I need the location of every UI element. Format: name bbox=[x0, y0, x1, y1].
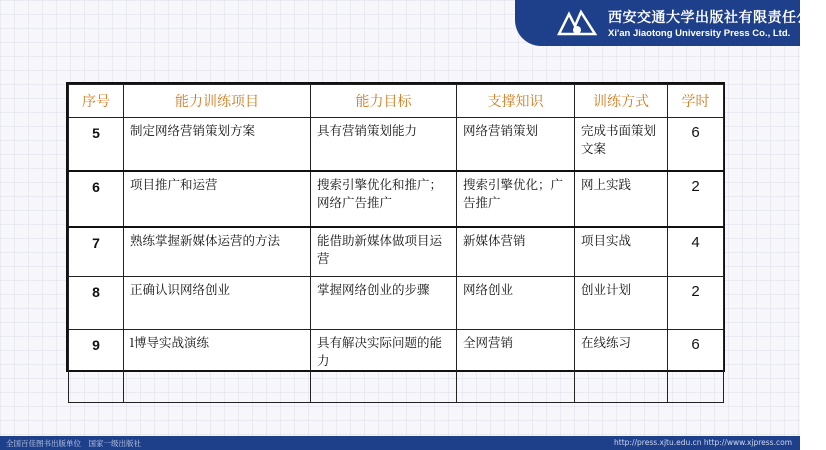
cell-no: 8 bbox=[69, 277, 124, 330]
cell-project: 正确认识网络创业 bbox=[124, 277, 311, 330]
header-hours: 学时 bbox=[668, 85, 724, 118]
header-knowledge: 支撑知识 bbox=[457, 85, 575, 118]
publisher-name-en: Xi'an Jiaotong University Press Co., Ltd. bbox=[608, 28, 791, 39]
cell-method: 在线练习 bbox=[575, 330, 668, 403]
table-row bbox=[69, 227, 724, 277]
table-header-row bbox=[69, 85, 724, 118]
table-row bbox=[69, 118, 724, 172]
table-row bbox=[69, 330, 724, 403]
cell-goal: 搜索引擎优化和推广；网络广告推广 bbox=[311, 171, 457, 227]
footer-bar bbox=[0, 436, 800, 450]
header-method: 训练方式 bbox=[575, 85, 668, 118]
training-table bbox=[66, 82, 725, 372]
cell-project: 项目推广和运营 bbox=[124, 171, 311, 227]
cell-hours: 2 bbox=[668, 277, 724, 330]
cell-knowledge: 网络创业 bbox=[457, 277, 575, 330]
cell-knowledge: 全网营销 bbox=[457, 330, 575, 403]
cell-goal: 掌握网络创业的步骤 bbox=[311, 277, 457, 330]
table-row bbox=[69, 171, 724, 227]
publisher-logo-icon bbox=[555, 8, 599, 38]
header-no: 序号 bbox=[69, 85, 124, 118]
cell-method: 创业计划 bbox=[575, 277, 668, 330]
cell-project: l博导实战演练 bbox=[124, 330, 311, 403]
cell-goal: 能借助新媒体做项目运营 bbox=[311, 227, 457, 277]
cell-project: 熟练掌握新媒体运营的方法 bbox=[124, 227, 311, 277]
header-goal: 能力目标 bbox=[311, 85, 457, 118]
cell-knowledge: 搜索引擎优化；广告推广 bbox=[457, 171, 575, 227]
cell-goal: 具有营销策划能力 bbox=[311, 118, 457, 172]
cell-method: 完成书面策划文案 bbox=[575, 118, 668, 172]
cell-no: 9 bbox=[69, 330, 124, 403]
cell-hours: 6 bbox=[668, 330, 724, 403]
publisher-name-cn: 西安交通大学出版社有限责任公司 bbox=[608, 10, 826, 26]
table-row bbox=[69, 277, 724, 330]
cell-knowledge: 网络营销策划 bbox=[457, 118, 575, 172]
cell-method: 项目实战 bbox=[575, 227, 668, 277]
cell-no: 5 bbox=[69, 118, 124, 172]
footer-links: http://press.xjtu.edu.cn http://www.xjpress.com bbox=[614, 438, 792, 447]
cell-project: 制定网络营销策划方案 bbox=[124, 118, 311, 172]
cell-knowledge: 新媒体营销 bbox=[457, 227, 575, 277]
cell-hours: 4 bbox=[668, 227, 724, 277]
cell-goal: 具有解决实际问题的能力 bbox=[311, 330, 457, 403]
cell-hours: 6 bbox=[668, 118, 724, 172]
cell-no: 6 bbox=[69, 171, 124, 227]
cell-hours: 2 bbox=[668, 171, 724, 227]
cell-no: 7 bbox=[69, 227, 124, 277]
cell-method: 网上实践 bbox=[575, 171, 668, 227]
footer-slogan: 全国百佳图书出版单位 国家一级出版社 bbox=[6, 439, 141, 448]
header-project: 能力训练项目 bbox=[124, 85, 311, 118]
